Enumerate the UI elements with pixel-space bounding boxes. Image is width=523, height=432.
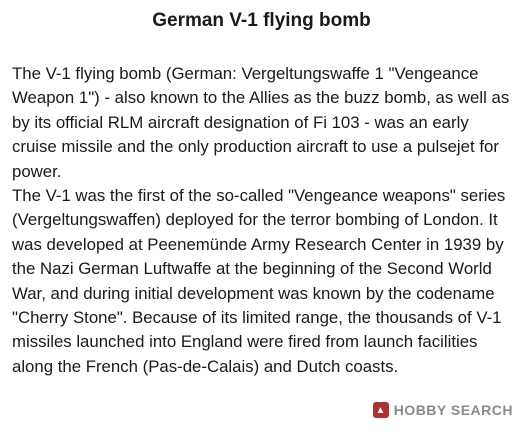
document-body <box>12 62 512 379</box>
paragraph-history: The V-1 was the first of the so-called "Vengeance weapons" series (Vergeltungswaffen) deployed for the terror bombing of London. It was developed at Peenemünde Army Research Center in 1939 by the Nazi German Luftwaffe at the beginning of the Second World War, and during initial development was known by the codename "Cherry Stone". Because of its limited range, the thousands of V-1 missiles launched into England were fired from launch facilities along the French (Pas-de-Calais) and Dutch coasts. <box>12 186 506 376</box>
watermark-brand: HOBBY SEARCH <box>393 402 513 418</box>
watermark <box>373 402 513 418</box>
hobby-search-logo-icon: ▲ <box>373 402 389 418</box>
document-title: German V-1 flying bomb <box>152 10 371 31</box>
paragraph-intro: The V-1 flying bomb (German: Vergeltungswaffe 1 "Vengeance Weapon 1") - also known to the Allies as the buzz bomb, as well as by its official RLM aircraft designation of Fi 103 - was an early cruise missile and the only production aircraft to use a pulsejet for power. <box>12 64 510 181</box>
